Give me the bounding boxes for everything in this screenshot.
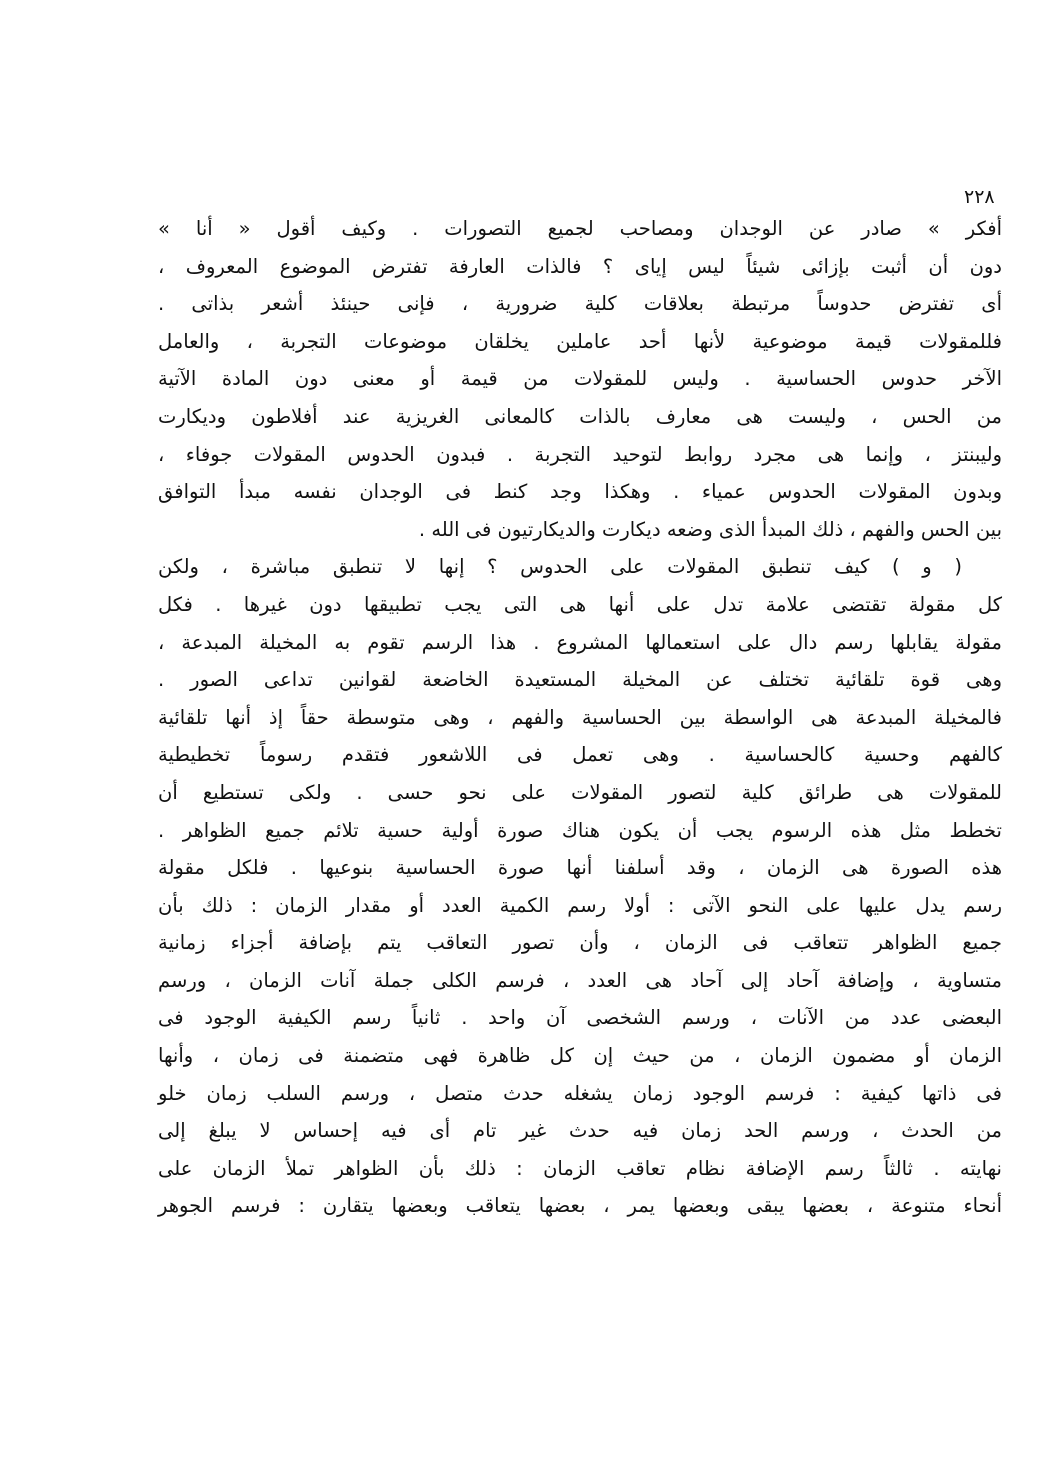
text-line: جميع الظواهر تتعاقب فى الزمان ، وأن تصور التعاقب يتم بإضافة أجزاء زمانية [158,931,1002,955]
text-line: نهايته . ثالثاً رسم الإضافة نظام تعاقب الزمان : ذلك بأن الظواهر تملأ الزمان على [158,1156,1002,1180]
text-line: الزمان أو مضمون الزمان ، من حيث إن كل ظاهرة فهى متضمنة فى زمان ، وأنها [158,1044,1002,1068]
text-line: كل مقولة تقتضى علامة تدل على أنها هى التى يجب تطبيقها دون غيرها . فكل [158,592,1002,616]
text-line: من الحس ، وليست هى معارف بالذات كالمعانى الغريزية عند أفلاطون وديكارت [158,404,1002,428]
text-line: متساوية ، وإضافة آحاد إلى آحاد هى العدد ، فرسم الكلى جملة آنات الزمان ، ورسم [158,968,1002,992]
text-line: للمقولات هى طرائق كلية لتصور المقولات على نحو حسى . ولكى تستطيع أن [158,780,1002,804]
text-line: رسم يدل عليها على النحو الآتى : أولا رسم الكمية العدد أو مقدار الزمان : ذلك بأن [158,893,1002,917]
text-line: وليبنتز ، وإنما هى مجرد روابط لتوحيد التجربة . فبدون الحدوس المقولات جوفاء ، [158,442,1002,466]
text-line: البعضى عدد من الآنات ، ورسم الشخصى آن واحد . ثانياً رسم الكيفية الوجود فى [158,1006,1002,1030]
text-line: تخطط مثل هذه الرسوم يجب أن يكون هناك صورة أولية حسية تلائم جميع الظواهر . [158,818,1002,842]
text-line: وهى قوة تلقائية تختلف عن المخيلة المستعيدة الخاضعة لقوانين تداعى الصور . [158,668,1002,692]
text-line: دون أن أثبت بإزائى شيئاً ليس إياى ؟ فالذات العارفة تفترض الموضوع المعروف ، [158,254,1002,278]
text-line: فللمقولات قيمة موضوعية لأنها أحد عاملين يخلقان موضوعات التجربة ، والعامل [158,329,1002,353]
text-line: بين الحس والفهم ، ذلك المبدأ الذى وضعه ديكارت والديكارتيون فى الله . [418,517,1002,541]
text-line: أفكر » صادر عن الوجدان ومصاحب لجميع التصورات . وكيف أقول « أنا » [158,217,1002,240]
text-line: من الحدث ، ورسم الحد زمان فيه حدث غير تام أى فيه إحساس لا يبلغ إلى [158,1119,1002,1143]
text-line: فالمخيلة المبدعة هى الواسطة بين الحساسية والفهم ، وهى متوسطة حقاً إذ أنها تلقائية [158,705,1002,729]
text-line: وبدون المقولات الحدوس عمياء . وهكذا وجد كنط فى الوجدان نفسه مبدأ التوافق [158,480,1002,504]
text-line: هذه الصورة هى الزمان ، وقد أسلفنا أنها صورة الحساسية بنوعيها . فلكل مقولة [158,856,1002,880]
text-line: فى ذاتها كيفية : فرسم الوجود زمان يشغله حدث متصل ، ورسم السلب زمان خلو [158,1081,1002,1105]
text-line: أنحاء متنوعة ، بعضها يبقى وبعضها يمر ، بعضها يتعاقب وبعضها يتقارن : فرسم الجوهر [158,1194,1002,1218]
text-line: أى تفترض حدوساً مرتبطة بعلاقات كلية ضرورية ، فإنى حينئذ أشعر بذاتى . [158,292,1002,316]
text-line: ( و ) كيف تنطبق المقولات على الحدوس ؟ إنها لا تنطبق مباشرة ، ولكن [158,555,962,579]
page-number: ٢٢٨ [964,186,995,208]
text-line: الآخر حدوس الحساسية . وليس للمقولات من قيمة أو معنى دون المادة الآتية [158,367,1002,391]
paragraph [158,210,1002,548]
body-text [158,210,1002,1225]
text-line: كالفهم وحسية كالحساسية . وهى تعمل فى اللاشعور فتقدم رسوماً تخطيطية [158,743,1002,767]
paragraph [158,548,1002,1225]
text-line: مقولة يقابلها رسم دال على استعمالها المشروع . هذا الرسم تقوم به المخيلة المبدعة ، [158,630,1002,654]
